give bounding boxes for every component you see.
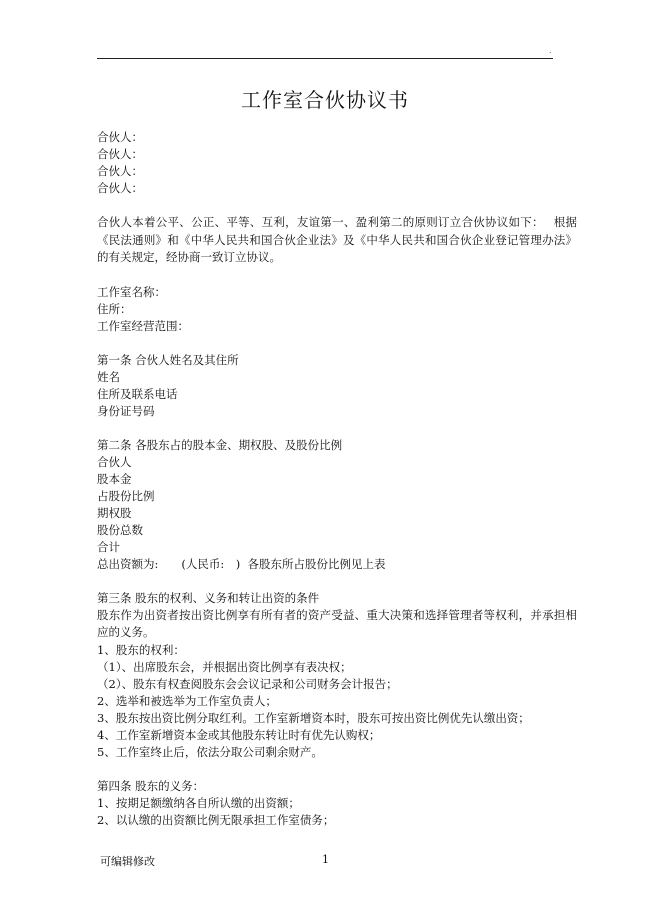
article1-heading: 第一条 合伙人姓名及其住所 — [97, 352, 239, 367]
partner-line: 合伙人： — [97, 181, 143, 195]
article2-item: 期权股 — [97, 505, 132, 520]
partner-line: 合伙人： — [97, 130, 143, 144]
article2-heading: 第二条 各股东占的股本金、期权股、及股份比例 — [97, 437, 343, 452]
article3-item: （1）、出席股东会，并根据出资比例享有表决权； — [97, 659, 352, 674]
article3-item: 2、选举和被选举为工作室负责人； — [97, 693, 277, 708]
partner-line: 合伙人： — [97, 164, 143, 178]
article3-paragraph: 股东作为出资者按出资比例享有所有者的资产受益、重大决策和选择管理者等权利，并承担相应的义务。 — [97, 607, 577, 639]
article3-item: 5、工作室终止后，依法分取公司剩余财产。 — [97, 744, 323, 759]
article4-heading: 第四条 股东的义务： — [97, 778, 205, 793]
partner-line: 合伙人： — [97, 147, 143, 161]
studio-address-field: 住所： — [97, 301, 132, 316]
article4-item: 1、按期足额缴纳各自所认缴的出资额； — [97, 795, 300, 810]
studio-scope-field: 工作室经营范围： — [97, 318, 189, 333]
document-title: 工作室合伙协议书 — [241, 88, 409, 112]
article3-item: 4、工作室新增资本金或其他股东转让时有优先认购权； — [97, 727, 381, 742]
article2-item: 占股份比例 — [97, 488, 155, 503]
header-rule — [97, 58, 553, 59]
intro-paragraph: 合伙人本着公平、公正、平等、互利，友谊第一、盈利第二的原则订立合伙协议如下： 根据《民法通则》和《中华人民共和国合伙企业法》及《中华人民共和国合伙企业登记管理办法》的有关规定，经协商一致订立协议。 — [97, 215, 577, 264]
article3-item: 3、股东按出资比例分取红利。工作室新增资本时，股东可按出资比例优先认缴出资； — [97, 710, 530, 725]
article3-item: （2）、股东有权查阅股东会会议记录和公司财务会计报告； — [97, 676, 398, 691]
article1-item: 住所及联系电话 — [97, 386, 178, 401]
article3-heading: 第三条 股东的权利、义务和转让出资的条件 — [97, 590, 320, 605]
article2-item: 合计 — [97, 539, 120, 554]
article4-item: 2、以认缴的出资额比例无限承担工作室债务； — [97, 812, 335, 827]
article1-item: 身份证号码 — [97, 403, 155, 418]
document-body — [97, 129, 577, 829]
studio-name-field: 工作室名称： — [97, 284, 166, 299]
article2-item: 合伙人 — [97, 454, 132, 469]
article2-item: 股份总数 — [97, 522, 143, 537]
header-mark: . — [549, 46, 552, 55]
article2-item: 股本金 — [97, 471, 132, 486]
article2-total: 总出资额为: (人民币: ) 各股东所占股份比例见上表 — [97, 556, 386, 571]
article3-item: 1、股东的权利： — [97, 642, 185, 657]
footer-editable-note: 可编辑修改 — [100, 855, 155, 868]
page-number: 1 — [322, 853, 329, 866]
article1-item: 姓名 — [97, 369, 120, 384]
